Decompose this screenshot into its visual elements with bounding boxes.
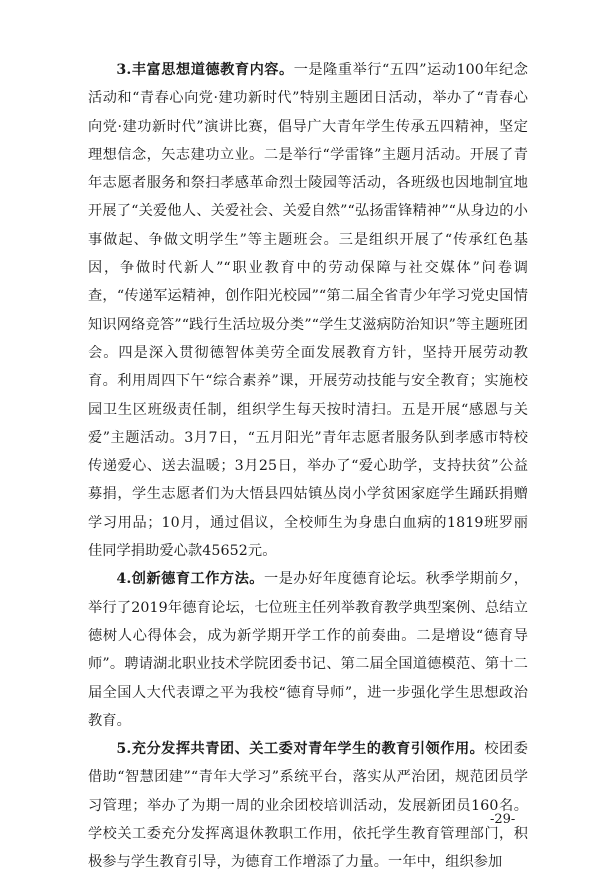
paragraph-youth-league-role (88, 735, 528, 876)
paragraph-heading: 5.充分发挥共青团、关工委对青年学生的教育引领作用。 (116, 741, 485, 758)
paragraph-moral-education-methods (88, 565, 528, 735)
document-body (88, 56, 528, 877)
paragraph-moral-education-content (88, 56, 528, 565)
paragraph-text: 一是隆重举行“五四”运动100年纪念活动和“青春心向党·建功新时代”特别主题团日活动，举办了“青春心向党·建功新时代”演讲比赛，倡导广大青年学生传承五四精神，坚定理想信念，矢志建功立业。二是举行“学雷锋”主题月活动。开展了青年志愿者服务和祭扫孝感革命烈士陵园等活动，各班级也因地制宜地开展了“关爱他人、关爱社会、关爱自然”“弘扬雷锋精神”“从身边的小事做起、争做文明学生”等主题班会。三是组织开展了“传承红色基因，争做时代新人”“职业教育中的劳动保障与社交媒体”问卷调查，“传递军运精神，创作阳光校园”“第二届全省青少年学习党史国情知识网络竞答”“践行生活垃圾分类”“学生艾滋病防治知识”等主题班团会。四是深入贯彻德智体美劳全面发展教育方针，坚持开展劳动教育。利用周四下午“综合素养”课，开展劳动技能与安全教育；实施校园卫生区班级责任制，组织学生每天按时清扫。五是开展“感恩与关爱”主题活动。3月7日，“五月阳光”青年志愿者服务队到孝感市特校传递爱心、送去温暖；3月25日，举办了“爱心助学，支持扶贫”公益募捐，学生志愿者们为大悟县四姑镇丛岗小学贫困家庭学生踊跃捐赠学习用品；10月，通过倡议，全校师生为身患白血病的1819班罗丽佳同学捐助爱心款45652元。 (88, 62, 528, 560)
paragraph-text: 校团委借助“智慧团建”“青年大学习”系统平台，落实从严治团，规范团员学习管理；举办了为期一周的业余团校培训活动，发展新团员160名。学校关工委充分发挥离退休教职工作用，依托学生教育管理部门，积极参与学生教育引导，为德育工作增添了力量。一年中，组织参加 (88, 741, 528, 871)
paragraph-heading: 3.丰富思想道德教育内容。 (116, 62, 294, 78)
paragraph-text: 一是办好年度德育论坛。秋季学期前夕，举行了2019年德育论坛，七位班主任列举教育教学典型案例、总结立德树人心得体会，成为新学期开学工作的前奏曲。二是增设“德育导师”。聘请湖北职业技术学院团委书记、第二届全国道德模范、第十二届全国人大代表谭之平为我校“德育导师”，进一步强化学生思想政治教育。 (88, 571, 528, 729)
page-number: -29- (490, 812, 516, 827)
paragraph-heading: 4.创新德育工作方法。 (116, 571, 264, 588)
